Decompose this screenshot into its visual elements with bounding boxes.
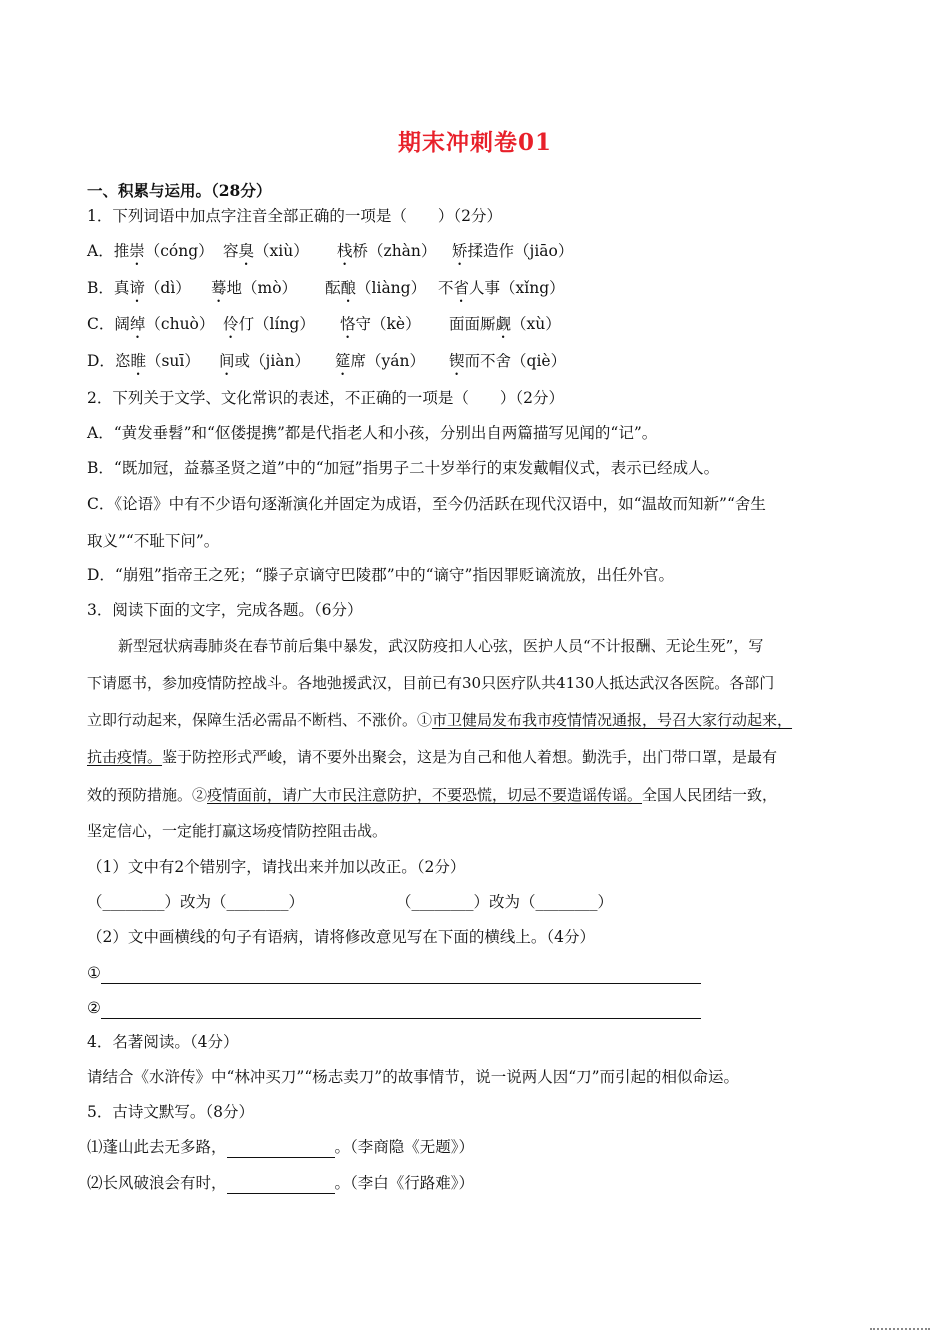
q3-passage-line5: 效的预防措施。②疫情面前，请广大市民注意防护，不要恐慌，切忌不要造谣传谣。全国人民团结一致，: [87, 786, 778, 804]
q4-text: 请结合《水浒传》中“林冲买刀”“杨志卖刀”的故事情节，说一说两人因“刀”而引起的相似命运。: [87, 1068, 740, 1086]
q1-a-word4: 矫揉造作（jiāo）: [452, 242, 574, 260]
q1-b-word4: 不省人事（xǐng）: [438, 279, 565, 297]
q3-sub1-blank-a[interactable]: （________）改为（________）: [87, 893, 305, 911]
option-label: B．: [87, 279, 114, 297]
q1-option-b[interactable]: B．真谛（dì）: [87, 279, 191, 297]
q3-passage-line6: 坚定信心，一定能打赢这场疫情防控阻击战。: [87, 822, 388, 840]
q1-d-word2: 间或（jiàn）: [219, 352, 311, 370]
q2-stem: 2．下列关于文学、文化常识的表述，不正确的一项是（ ）（2分）: [87, 389, 564, 407]
q3-sub2: （2）文中画横线的句子有语病，请将修改意见写在下面的横线上。（4分）: [87, 928, 595, 946]
q3-answer-line-1[interactable]: ①: [87, 962, 701, 984]
q1-option-c[interactable]: C．阔绰（chuò）: [87, 315, 215, 333]
q1-option-a[interactable]: A．推崇（cóng）: [87, 242, 214, 260]
q2-option-a[interactable]: A．“黄发垂髫”和“伛偻提携”都是代指老人和小孩，分别出自两篇描写见闻的“记”。: [87, 424, 658, 442]
q2-option-d[interactable]: D．“崩殂”指帝王之死；“滕子京谪守巴陵郡”中的“谪守”指因罪贬谪流放，出任外官。: [87, 566, 674, 584]
q5-blank-1[interactable]: [227, 1139, 335, 1158]
option-label: C．: [87, 315, 115, 333]
option-label: A．: [87, 242, 114, 260]
underlined-sentence-2: 疫情面前，请广大市民注意防护，不要恐慌，切忌不要造谣传谣。: [207, 786, 643, 804]
q3-passage-line4: 抗击疫情。鉴于防控形式严峻，请不要外出聚会，这是为自己和他人着想。勤洗手，出门带口罩，是最有: [87, 748, 778, 766]
q1-option-d[interactable]: D．恣睢（suī）: [87, 352, 200, 370]
page-corner-mark: [870, 1328, 930, 1338]
q3-passage-line3: 立即行动起来，保障生活必需品不断档、不涨价。①市卫健局发布我市疫情情况通报，号召大家行动起来，: [87, 711, 793, 729]
option-label: D．: [87, 352, 115, 370]
q3-sub1: （1）文中有2个错别字，请找出来并加以改正。（2分）: [87, 858, 466, 876]
q1-c-word3: 恪守（kè）: [340, 315, 421, 333]
q1-b-word3: 酝酿（liàng）: [325, 279, 427, 297]
q4-stem: 4．名著阅读。（4分）: [87, 1033, 239, 1051]
q3-answer-line-2[interactable]: ②: [87, 997, 701, 1019]
q1-b-word2: 蓦地（mò）: [211, 279, 298, 297]
q1-d-word4: 锲而不舍（qiè）: [449, 352, 567, 370]
q2-option-c[interactable]: C．《论语》中有不少语句逐渐演化并固定为成语，至今仍活跃在现代汉语中，如“温故而知新”“舍生: [87, 495, 766, 513]
q1-d-word3: 筵席（yán）: [335, 352, 426, 370]
q5-stem: 5．古诗文默写。（8分）: [87, 1103, 254, 1121]
q5-blank-2[interactable]: [227, 1175, 335, 1194]
q3-sub1-blank-b[interactable]: （________）改为（________）: [396, 893, 614, 911]
underlined-sentence-1-end: 抗击疫情。: [87, 748, 163, 766]
q1-c-word2: 伶仃（líng）: [223, 315, 315, 333]
q2-option-b[interactable]: B．“既加冠，益慕圣贤之道”中的“加冠”指男子二十岁举行的束发戴帽仪式，表示已经成人。: [87, 459, 720, 477]
page-title: 期末冲刺卷01: [397, 129, 552, 156]
q1-c-word4: 面面厮觑（xù）: [449, 315, 561, 333]
q3-passage-line2: 下请愿书，参加疫情防控战斗。各地弛援武汉，目前已有30只医疗队共4130人抵达武汉各医院。各部门: [87, 674, 775, 692]
section-heading: 一、积累与运用。（28分）: [87, 181, 272, 200]
q5-line-1: ⑴蓬山此去无多路， 。（李商隐《无题》）: [87, 1138, 475, 1156]
underlined-sentence-1: 市卫健局发布我市疫情情况通报，号召大家行动起来，: [432, 711, 793, 729]
q1-a-word2: 容臭（xiù）: [223, 242, 309, 260]
q3-passage-line1: 新型冠状病毒肺炎在春节前后集中暴发，武汉防疫扣人心弦，医护人员“不计报酬、无论生死”，写: [118, 637, 764, 655]
q5-line-2: ⑵长风破浪会有时， 。（李白《行路难》）: [87, 1174, 475, 1192]
q3-stem: 3．阅读下面的文字，完成各题。（6分）: [87, 601, 363, 619]
q2-option-c-cont: 取义”“不耻下问”。: [87, 532, 220, 550]
q1-a-word3: 栈桥（zhàn）: [337, 242, 437, 260]
q1-stem: 1．下列词语中加点字注音全部正确的一项是（ ）（2分）: [87, 207, 502, 225]
